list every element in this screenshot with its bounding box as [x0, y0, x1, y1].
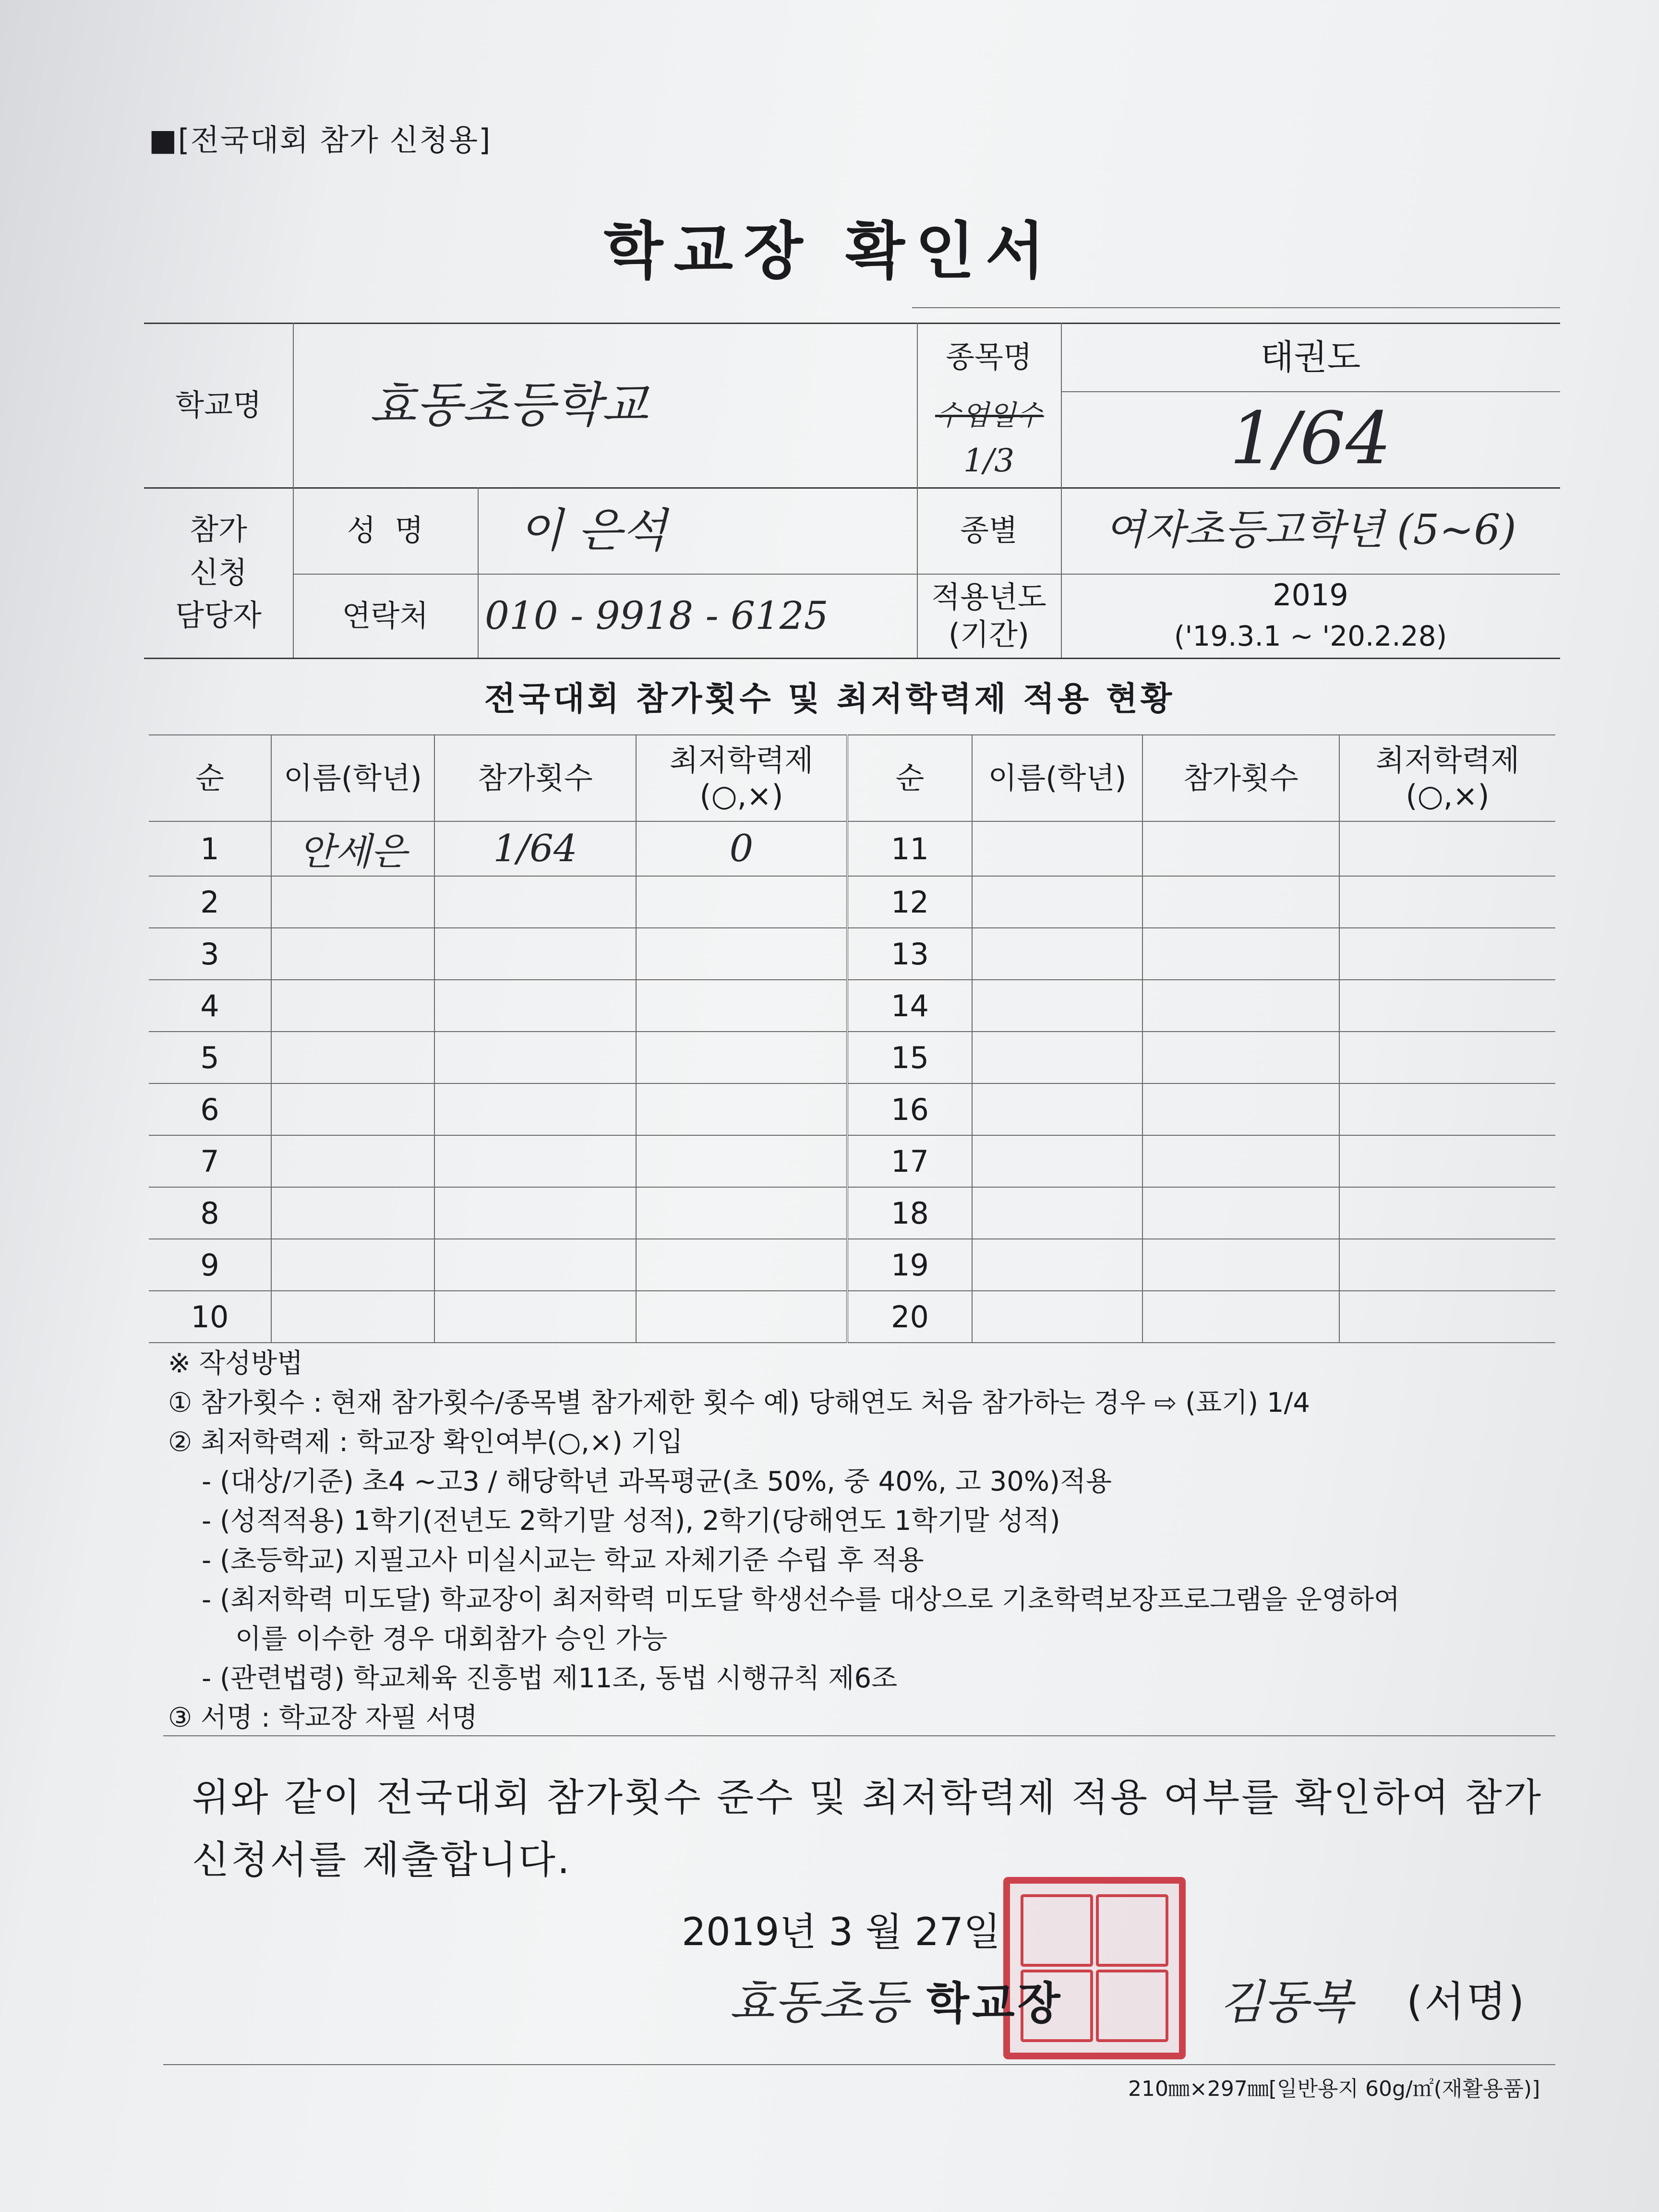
category-value: 여자초등고학년 (5~6) [1105, 506, 1516, 554]
row-number: 8 [149, 1187, 271, 1239]
row-min-grade [1339, 821, 1555, 876]
notes-sub-4: - (최저학력 미도달) 학교장이 최저학력 미도달 학생선수를 대상으로 기초학력보장프로그램을 운영하여 [202, 1584, 1400, 1615]
row-count [1142, 928, 1339, 980]
submission-date: 2019년 3 월 27일 [682, 1910, 1001, 1954]
row-count [1142, 876, 1339, 928]
table-row [149, 1135, 1555, 1187]
row-name [972, 821, 1142, 876]
row-number: 20 [847, 1291, 972, 1343]
school-name-label: 학교명 [175, 387, 262, 422]
row-count [1142, 821, 1339, 876]
row-count [434, 1032, 636, 1083]
row-min-grade [1339, 1239, 1555, 1291]
row-number: 15 [847, 1032, 972, 1083]
row-name [271, 1083, 434, 1135]
paper-spec-footer: 210㎜×297㎜[일반용지 60g/㎡(재활용품)] [1128, 2077, 1540, 2101]
row-min-grade [1339, 1187, 1555, 1239]
year-label: 적용년도 (기간) [931, 579, 1046, 652]
row-number: 3 [149, 928, 271, 980]
row-name [972, 980, 1142, 1032]
col-header-min-1: 최저학력제 (○,×) [636, 735, 847, 821]
col-header-name-1: 이름(학년) [271, 735, 434, 821]
row-min-grade [1339, 1083, 1555, 1135]
row-count [434, 1291, 636, 1343]
row-min-grade [636, 1239, 847, 1291]
row-number: 14 [847, 980, 972, 1032]
row-min-grade [1339, 928, 1555, 980]
row-count [1142, 980, 1339, 1032]
table-row [149, 1187, 1555, 1239]
signature-title: 학교장 [926, 1978, 1063, 2029]
name-label: 성 명 [347, 513, 424, 548]
row-number: 10 [149, 1291, 271, 1343]
header-bottom-line [144, 658, 1560, 659]
notes-item-2: ② 최저학력제 : 학교장 확인여부(○,×) 기입 [168, 1427, 683, 1458]
sport-value: 태권도 [1260, 337, 1361, 377]
row-min-grade [636, 980, 847, 1032]
row-min-grade [1339, 1135, 1555, 1187]
row-number: 17 [847, 1135, 972, 1187]
row-min-grade [1339, 1032, 1555, 1083]
table-row [149, 1239, 1555, 1291]
table-row [149, 821, 1555, 876]
row-name [271, 928, 434, 980]
row-count [434, 876, 636, 928]
row-count [1142, 1032, 1339, 1083]
days-label: 수업일수 [935, 398, 1043, 432]
col-header-number-1: 순 [149, 735, 271, 821]
row-name: 안세은 [271, 821, 434, 876]
footer-rule [163, 2064, 1555, 2065]
row-min-grade [636, 928, 847, 980]
signature-mark: (서명) [1407, 1978, 1527, 2026]
sport-label: 종목명 [946, 339, 1032, 374]
row-name [972, 876, 1142, 928]
row-min-grade [1339, 980, 1555, 1032]
row-name [972, 1239, 1142, 1291]
row-count [1142, 1083, 1339, 1135]
row-count [434, 1083, 636, 1135]
signature-school: 효동초등 [730, 1975, 908, 2029]
document-title: 학교장 확인서 [603, 216, 1056, 287]
row-min-grade [636, 1187, 847, 1239]
row-count [1142, 1291, 1339, 1343]
row-count [1142, 1239, 1339, 1291]
row-min-grade [636, 876, 847, 928]
row-min-grade [636, 1032, 847, 1083]
phone-value: 010 - 9918 - 6125 [485, 593, 829, 638]
category-label: 종별 [960, 513, 1018, 548]
row-name [271, 1239, 434, 1291]
notes-item-3: ③ 서명 : 학교장 자필 서명 [168, 1702, 478, 1733]
year-value: 2019 [1273, 577, 1348, 613]
signature-name: 김동복 [1219, 1975, 1353, 2029]
sport-count-value: 1/64 [1229, 397, 1392, 481]
table-header-row [149, 735, 1555, 821]
row-number: 18 [847, 1187, 972, 1239]
contact-label: 참가 신청 담당자 [175, 511, 262, 633]
instructions [168, 1344, 1551, 1738]
row-name [972, 1083, 1142, 1135]
row-number: 11 [847, 821, 972, 876]
row-number: 1 [149, 821, 271, 876]
row-min-grade [1339, 876, 1555, 928]
notes-sub-5: - (관련법령) 학교체육 진흥법 제11조, 동법 시행규칙 제6조 [202, 1663, 898, 1694]
row-number: 7 [149, 1135, 271, 1187]
notes-heading: ※ 작성방법 [168, 1348, 303, 1379]
row-name [972, 1032, 1142, 1083]
row-min-grade [636, 1291, 847, 1343]
col-header-number-2: 순 [847, 735, 972, 821]
form-label: ■[전국대회 참가 신청용] [149, 122, 492, 157]
header-vline-2 [478, 487, 479, 658]
col-header-name-2: 이름(학년) [972, 735, 1142, 821]
row-name [972, 1291, 1142, 1343]
row-number: 13 [847, 928, 972, 980]
school-name-value: 효동초등학교 [370, 377, 648, 433]
notes-sub-4b: 이를 이수한 경우 대회참가 승인 가능 [235, 1623, 668, 1655]
col-header-min-2: 최저학력제 (○,×) [1339, 735, 1555, 821]
notes-sub-3: - (초등학교) 지필고사 미실시교는 학교 자체기준 수립 후 적용 [202, 1545, 924, 1576]
row-name [972, 1187, 1142, 1239]
notes-item-1: ① 참가횟수 : 현재 참가횟수/종목별 참가제한 횟수 예) 당해연도 처음 참가하는 경우 ⇨ (표기) 1/4 [168, 1387, 1310, 1419]
section-title: 전국대회 참가횟수 및 최저학력제 적용 현황 [484, 680, 1175, 718]
row-count [434, 1135, 636, 1187]
row-name [271, 1291, 434, 1343]
phone-label: 연락처 [342, 598, 429, 633]
notes-sub-2: - (성적적용) 1학기(전년도 2학기말 성적), 2학기(당해연도 1학기말 성적) [202, 1505, 1060, 1537]
row-number: 16 [847, 1083, 972, 1135]
row-name [271, 1032, 434, 1083]
row-count: 1/64 [434, 821, 636, 876]
row-count [1142, 1135, 1339, 1187]
days-value: 1/3 [963, 442, 1015, 479]
row-number: 19 [847, 1239, 972, 1291]
row-name [972, 1135, 1142, 1187]
row-count [1142, 1187, 1339, 1239]
row-name [271, 1135, 434, 1187]
table-row [149, 980, 1555, 1032]
year-period: ('19.3.1 ~ '20.2.28) [1174, 619, 1447, 652]
row-number: 9 [149, 1239, 271, 1291]
table-row [149, 876, 1555, 928]
row-number: 5 [149, 1032, 271, 1083]
notes-sub-1: - (대상/기준) 초4 ~고3 / 해당학년 과목평균(초 50%, 중 40%, 고 30%)적용 [202, 1466, 1112, 1497]
row-count [434, 1239, 636, 1291]
row-name [271, 980, 434, 1032]
row-count [434, 928, 636, 980]
row-min-grade [1339, 1291, 1555, 1343]
row-min-grade: 0 [636, 821, 847, 876]
contact-name-value: 이 은석 [518, 504, 667, 557]
row-number: 2 [149, 876, 271, 928]
participation-table [149, 734, 1555, 1343]
row-count [434, 1187, 636, 1239]
table-row [149, 928, 1555, 980]
row-name [271, 876, 434, 928]
row-name [972, 928, 1142, 980]
row-number: 6 [149, 1083, 271, 1135]
row-number: 12 [847, 876, 972, 928]
row-min-grade [636, 1083, 847, 1135]
table-row [149, 1032, 1555, 1083]
table-row [149, 1083, 1555, 1135]
confirm-top-rule [163, 1735, 1555, 1736]
top-rule [912, 307, 1560, 308]
col-header-count-1: 참가횟수 [434, 735, 636, 821]
confirmation-text: 위와 같이 전국대회 참가횟수 준수 및 최저학력제 적용 여부를 확인하여 참가신청서를 제출합니다. [192, 1775, 1543, 1882]
row-number: 4 [149, 980, 271, 1032]
table-row [149, 1291, 1555, 1343]
row-min-grade [636, 1135, 847, 1187]
col-header-count-2: 참가횟수 [1142, 735, 1339, 821]
row-name [271, 1187, 434, 1239]
row-count [434, 980, 636, 1032]
